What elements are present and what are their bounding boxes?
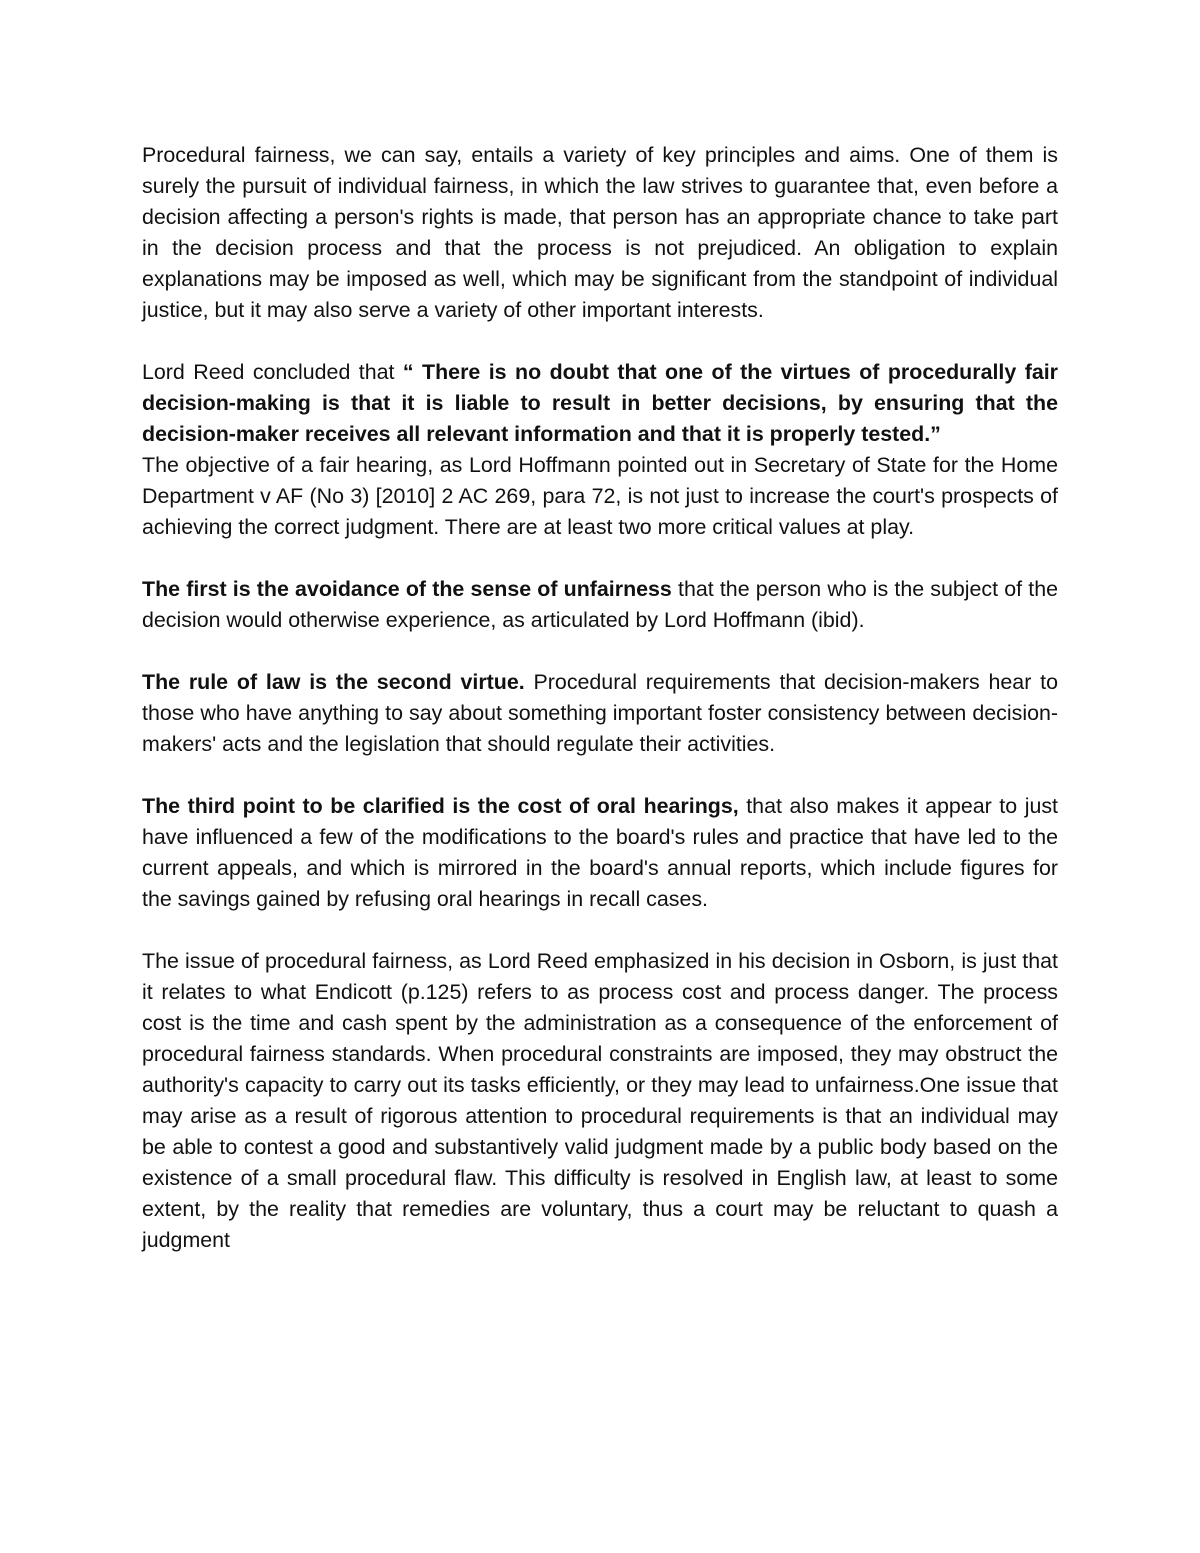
first-virtue-text: that the person who is the subject of the decision would otherwise experience, as articulated by Lord Hoffmann (ibid).: [142, 577, 1058, 632]
paragraph-oral-hearings-cost: [142, 791, 1058, 915]
rule-of-law-heading: The rule of law is the second virtue.: [142, 670, 525, 694]
paragraph-fair-hearing-objective: The objective of a fair hearing, as Lord Hoffmann pointed out in Secretary of State for the Home Department v AF (No 3) [2010] 2 AC 269, para 72, is not just to increase the court's prospects of achieving the correct judgment. There are at least two more critical values at play.: [142, 453, 1058, 539]
quote-text-bold: “ There is no doubt that one of the virtues of procedurally fair decision-making is that it is liable to result in better decisions, by ensuring that the decision-maker receives all relevant information and that it is properly tested.”: [142, 360, 1058, 446]
oral-hearings-text: that also makes it appear to just have influenced a few of the modifications to the board's rules and practice that have led to the current appeals, and which is mirrored in the board's annual reports, which include figures for the savings gained by refusing oral hearings in recall cases.: [142, 794, 1058, 911]
oral-hearings-heading: The third point to be clarified is the cost of oral hearings,: [142, 794, 739, 818]
quote-intro: Lord Reed concluded that: [142, 360, 403, 384]
document-page: [142, 140, 1058, 1256]
paragraph-procedural-fairness: Procedural fairness, we can say, entails a variety of key principles and aims. One of them is surely the pursuit of individual fairness, in which the law strives to guarantee that, even before a decision affecting a person's rights is made, that person has an appropriate chance to take part in the decision process and that the process is not prejudiced. An obligation to explain explanations may be imposed as well, which may be significant from the standpoint of individual justice, but it may also serve a variety of other important interests.: [142, 143, 1058, 322]
first-virtue-heading: The first is the avoidance of the sense of unfairness: [142, 577, 672, 601]
paragraph-process-cost: The issue of procedural fairness, as Lord Reed emphasized in his decision in Osborn, is just that it relates to what Endicott (p.125) refers to as process cost and process danger. The process cost is the time and cash spent by the administration as a consequence of the enforcement of procedural fairness standards. When procedural constraints are imposed, they may obstruct the authority's capacity to carry out its tasks efficiently, or they may lead to unfairness.One issue that may arise as a result of rigorous attention to procedural requirements is that an individual may be able to contest a good and substantively valid judgment made by a public body based on the existence of a small procedural flaw. This difficulty is resolved in English law, at least to some extent, by the reality that remedies are voluntary, thus a court may be reluctant to quash a judgment: [142, 949, 1058, 1252]
paragraph-first-virtue: [142, 574, 1058, 636]
paragraph-lord-reed-quote: [142, 357, 1058, 450]
rule-of-law-text: Procedural requirements that decision-makers hear to those who have anything to say about something important foster consistency between decision-makers' acts and the legislation that should regulate their activities.: [142, 670, 1058, 756]
paragraph-rule-of-law: [142, 667, 1058, 760]
